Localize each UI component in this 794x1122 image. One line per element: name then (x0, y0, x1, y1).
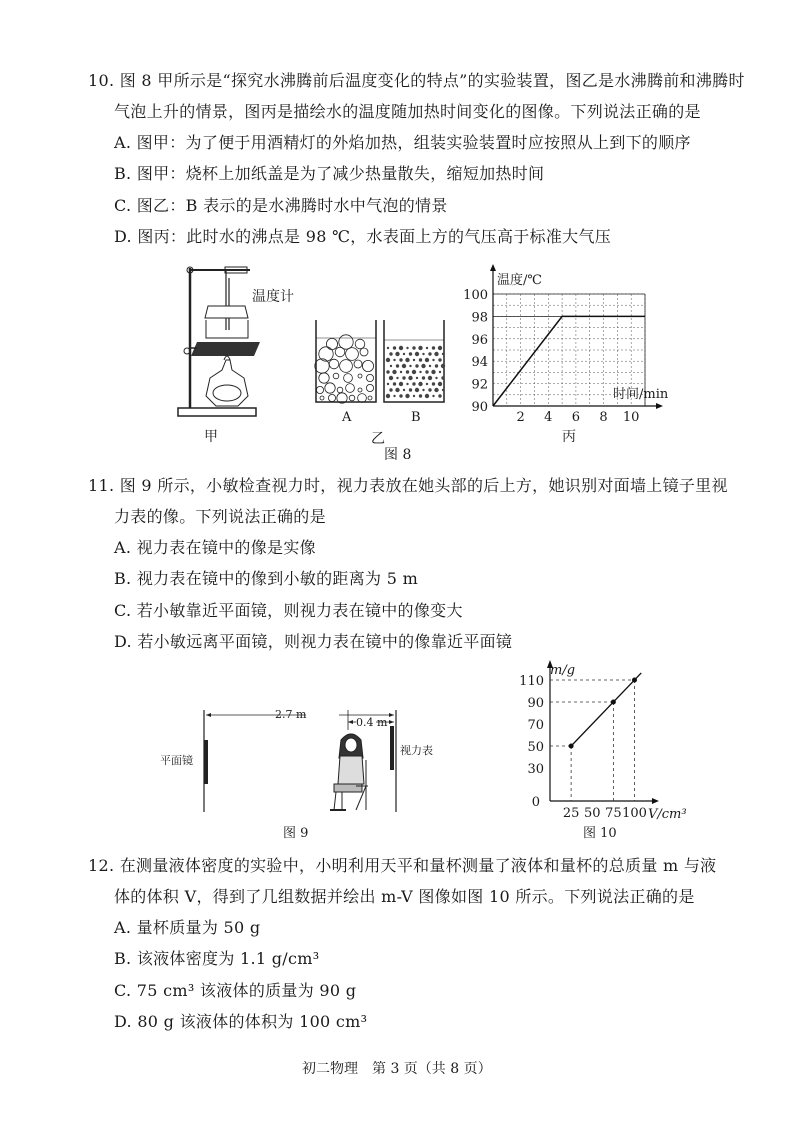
x-tick-label: 6 (571, 410, 581, 425)
bubble (358, 388, 362, 392)
bubble (432, 359, 434, 361)
bubble (390, 365, 392, 367)
q11-option-d: D. 若小敏远离平面镜，则视力表在镜中的像靠近平面镜 (114, 632, 513, 651)
bubble (432, 382, 435, 385)
bubble (346, 348, 359, 361)
bubble (413, 395, 415, 397)
q12-stem-line2: 体的体积 V，得到了几组数据并绘出 m-V 图像如图 10 所示。下列说法正确的是 (114, 887, 695, 906)
beaker-a-label: A (342, 410, 352, 425)
bubble (339, 335, 353, 349)
q11-option-a: A. 视力表在镜中的像是实像 (114, 538, 316, 557)
y-tick-label: 90 (471, 400, 488, 415)
bubble (368, 396, 372, 400)
mass-volume-chart (500, 660, 710, 825)
bubble (425, 358, 429, 362)
bubble (439, 371, 441, 373)
y-tick-label: 92 (471, 377, 488, 393)
fig9-caption: 图 9 (283, 826, 309, 841)
bubble (393, 395, 395, 397)
data-point (611, 700, 616, 705)
bubble (389, 388, 392, 391)
bubble (421, 364, 425, 368)
page-footer: 初二物理 第 3 页（共 8 页） (302, 1061, 492, 1077)
fig8-caption: 图 8 (384, 447, 412, 463)
q10-option-b: B. 图甲：烧杯上加纸盖是为了减少热量散失，缩短加热时间 (114, 164, 545, 183)
x-axis-arrow (656, 403, 663, 409)
bubble (349, 395, 355, 401)
bubble (389, 376, 393, 380)
q11-option-c: C. 若小敏靠近平面镜，则视力表在镜中的像变大 (114, 601, 463, 620)
bubble (354, 360, 362, 368)
q10-option-c: C. 图乙：B 表示的是水沸腾时水中气泡的情景 (114, 196, 448, 215)
bubble (425, 370, 428, 373)
y-tick-label: 30 (527, 762, 544, 777)
bubble (412, 382, 415, 385)
fig8-beakers (312, 318, 448, 408)
bubble (326, 338, 337, 349)
q12-option-d: D. 80 g 该液体的体积为 100 cm³ (114, 1012, 368, 1031)
bubble (408, 376, 412, 380)
bubble (415, 388, 419, 392)
bubble (387, 347, 389, 349)
distance-total-label: 2.7 m (275, 708, 307, 721)
bubble (409, 365, 411, 367)
distance-small-label: 0.4 m (356, 716, 388, 729)
x-tick-label: 50 (583, 806, 601, 821)
bubble (340, 360, 353, 373)
bubble (432, 346, 435, 349)
x-tick-label: 75 (605, 806, 622, 821)
bubble (412, 370, 416, 374)
q10-stem-line1: 10. 图 8 甲所示是“探究水沸腾前后温度变化的特点”的实验装置，图乙是水沸腾前和沸腾时 (88, 71, 745, 90)
bubble (392, 370, 396, 374)
bubble (406, 383, 408, 385)
bubble (386, 358, 390, 362)
bubble (316, 386, 323, 393)
bubble (346, 384, 355, 393)
bubble (366, 374, 373, 381)
bubble (325, 383, 335, 393)
bubble (344, 374, 353, 383)
beaker-b-label: B (411, 410, 421, 425)
thermometer-label: 温度计 (252, 289, 294, 305)
q11-stem-line2: 力表的像。下列说法正确的是 (114, 507, 326, 526)
y-tick-label: 90 (527, 696, 544, 711)
bubble (366, 384, 373, 391)
bubble (422, 353, 424, 355)
bubble (419, 371, 421, 373)
x-tick-label: 2 (516, 410, 525, 425)
bubble (441, 364, 445, 368)
fig8-apparatus (170, 258, 280, 428)
bubble (435, 364, 438, 367)
volume-x-axis-label: V/cm³ (648, 807, 687, 822)
data-point (632, 678, 637, 683)
q11-stem-line1: 11. 图 9 所示，小敏检查视力时，视力表放在她头部的后上方，她识别对面墙上镜子里视 (88, 476, 728, 495)
y-tick-label: 50 (527, 740, 544, 755)
bubble (358, 374, 362, 378)
temperature-x-axis-label: 时间/min (613, 387, 669, 402)
temperature-chart (455, 262, 705, 432)
bubble (418, 382, 422, 386)
q10-stem-line2: 气泡上升的情景，图丙是描绘水的温度随加热时间变化的图像。下列说法正确的是 (114, 102, 701, 121)
y-axis-arrow (490, 264, 496, 271)
bubble (386, 370, 389, 373)
bubble (400, 371, 402, 373)
bubble (438, 382, 442, 386)
bubble (422, 376, 425, 379)
data-point (569, 744, 574, 749)
bubble (415, 352, 419, 356)
bubble (442, 389, 444, 391)
bubble (434, 388, 438, 392)
bubble (403, 389, 405, 391)
q12-option-a: A. 量杯质量为 50 g (114, 918, 261, 937)
bubble (337, 387, 343, 393)
q10-option-a: A. 图甲：为了便于用酒精灯的外焰加热，组装实验装置时应按照从上到下的顺序 (114, 133, 691, 152)
bubble (360, 348, 368, 356)
bubble (405, 358, 409, 362)
bubble (438, 358, 441, 361)
mass-y-axis-label: m/g (550, 663, 576, 678)
bubble (399, 358, 402, 361)
bubble (428, 376, 432, 380)
bubble (393, 346, 396, 349)
bubble (328, 394, 335, 401)
bubble (425, 394, 429, 398)
y-tick-label: 100 (463, 288, 488, 303)
eye-chart-label: 视力表 (400, 744, 433, 757)
bubble (405, 394, 409, 398)
bubble (402, 376, 405, 379)
bubble (399, 382, 403, 386)
mirror-label: 平面镜 (160, 754, 193, 767)
bubble (393, 359, 395, 361)
beaker-a-bubbles (315, 335, 374, 403)
bubble (426, 347, 428, 349)
bubble (441, 376, 444, 379)
q12-option-c: C. 75 cm³ 该液体的质量为 90 g (114, 981, 357, 1000)
q12-stem-line1: 12. 在测量液体密度的实验中，小明利用天平和量杯测量了液体和量杯的总质量 m 与液 (88, 856, 717, 875)
bubble (422, 389, 424, 391)
bubble (418, 346, 422, 350)
bubble (329, 359, 339, 369)
bubble (395, 352, 399, 356)
x-tick-label: 25 (562, 806, 580, 821)
y-tick-label: 110 (519, 674, 544, 689)
fig10-caption: 图 10 (583, 826, 617, 841)
bubble (386, 394, 390, 398)
bubble (412, 346, 415, 349)
bubble (416, 377, 418, 379)
girl-figure (330, 734, 368, 810)
bubble (396, 364, 399, 367)
beaker-b-bubbles (386, 346, 445, 398)
bubble (442, 353, 444, 355)
bubble (319, 373, 329, 383)
bubble (409, 388, 412, 391)
bubble (389, 352, 392, 355)
bubble (399, 394, 402, 397)
y-tick-label: 94 (471, 355, 488, 371)
bubble (406, 370, 409, 373)
bubble (362, 360, 373, 371)
mass-volume-series-line (571, 673, 641, 746)
bubble (387, 383, 389, 385)
fig8-jia-label: 甲 (204, 429, 218, 445)
bubble (406, 347, 408, 349)
fig8-yi-label: 乙 (371, 431, 385, 447)
y-tick-label: 96 (471, 332, 488, 348)
x-axis-arrow (652, 798, 659, 804)
bubble (319, 347, 333, 361)
bubble (393, 382, 396, 385)
temperature-y-axis-label: 温度/℃ (497, 273, 542, 288)
bubble (358, 394, 367, 403)
x-tick-label: 10 (622, 410, 640, 425)
x-tick-label: 100 (622, 806, 647, 821)
bubble (434, 352, 438, 356)
bubble (413, 359, 415, 361)
bubble (438, 346, 442, 350)
bubble (415, 364, 418, 367)
origin-label: 0 (531, 795, 540, 810)
x-tick-label: 4 (544, 410, 553, 425)
q10-option-d: D. 图丙：此时水的沸点是 98 ℃，水表面上方的气压高于标准大气压 (114, 227, 612, 246)
q11-option-b: B. 视力表在镜中的像到小敏的距离为 5 m (114, 569, 419, 588)
bubble (320, 396, 324, 400)
bubble (419, 394, 422, 397)
bubble (403, 353, 405, 355)
bubble (419, 358, 422, 361)
x-tick-label: 8 (599, 410, 608, 425)
bubble (426, 383, 428, 385)
y-tick-label: 98 (471, 310, 488, 326)
bubble (435, 377, 437, 379)
bubble (402, 364, 406, 368)
fig8-bing-label: 丙 (562, 429, 576, 445)
bubble (355, 339, 365, 349)
bubble (395, 388, 399, 392)
bubble (431, 370, 435, 374)
bubble (429, 365, 431, 367)
bubble (428, 352, 431, 355)
bubble (438, 394, 441, 397)
bubble (399, 346, 403, 350)
bubble (333, 373, 339, 379)
bubble (409, 352, 412, 355)
bubble (396, 377, 398, 379)
q12-option-b: B. 该液体密度为 1.1 g/cm³ (114, 949, 320, 968)
bubble (432, 395, 434, 397)
bubble (428, 388, 431, 391)
y-tick-label: 70 (527, 718, 544, 733)
